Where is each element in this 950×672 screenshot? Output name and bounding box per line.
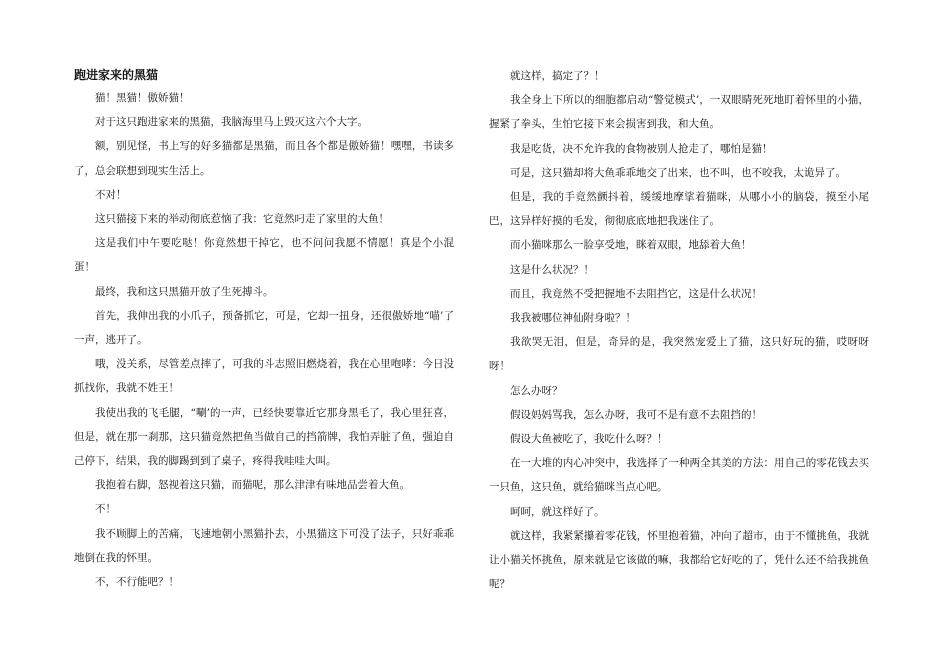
paragraph: 可是，这只猫却将大鱼乖乖地交了出来，也不叫，也不咬我，太诡异了。 <box>510 166 846 179</box>
paragraph: 而且，我竟然不受把握地不去阻挡它，这是什么状况！ <box>510 287 762 300</box>
paragraph: 猫！黑猫！傲娇猫！ <box>95 92 190 104</box>
paragraph: 而小猫咪那么一脸享受地，眯着双眼，地舔着大鱼！ <box>510 239 752 252</box>
paragraph: 这只猫接下来的举动彻底惹恼了我：它竟然叼走了家里的大鱼！ <box>95 213 389 226</box>
paragraph: 但是，我的手竟然颤抖着，缓缓地摩挲着猫咪，从哪小小的脑袋，摸至小尾巴，这异样好摸的毛发，彻彻底底地把我迷住了。 <box>489 191 869 228</box>
paragraph: 我是吃货，决不允许我的食物被别人抢走了，哪怕是猫！ <box>510 142 773 155</box>
paragraph: 我不顾脚上的苦痛，飞速地朝小黑猫扑去，小黑猫这下可没了法子，只好乖乖地倒在我的怀里。 <box>74 527 454 564</box>
paragraph: 就这样，搞定了？！ <box>510 70 605 82</box>
paragraph: 我使出我的飞毛腿，“唰’的一声，已经快要靠近它那身黑毛了，我心里狂喜，但是，就在那一刹那，这只猫竟然把鱼当做自己的挡箭牌，我怕弄脏了鱼，强迫自己停下，结果，我的脚踢到到了桌子，疼得我哇哇大叫。 <box>74 406 454 468</box>
paragraph: 假设大鱼被吃了，我吃什么呀？！ <box>510 433 668 446</box>
paragraph: 这是我们中午要吃哒！你竟然想干掉它，也不问问我愿不情愿！真是个小混蛋！ <box>74 237 454 274</box>
right-column <box>489 64 869 596</box>
paragraph: 在一大堆的内心冲突中，我选择了一种两全其美的方法：用自己的零花钱去买一只鱼，这只鱼，就给猫咪当点心吧。 <box>489 457 869 494</box>
paragraph: 我我被哪位神仙附身啦？！ <box>510 312 636 325</box>
paragraph: 不！ <box>95 503 116 516</box>
paragraph: 我抱着右脚，怒视着这只猫，而猫呢，那么津津有味地品尝着大鱼。 <box>95 479 410 492</box>
paragraph: 这是什么状况？！ <box>510 263 594 276</box>
paragraph: 假设妈妈骂我，怎么办呀，我可不是有意不去阻挡的！ <box>510 408 762 421</box>
paragraph: 额，别见怪，书上写的好多猫都是黑猫，而且各个都是傲娇猫！嘿嘿，书读多了，总会联想到现实生活上。 <box>74 140 454 177</box>
paragraph: 就这样，我紧紧攥着零花钱，怀里抱着猫，冲向了超市，由于不懂挑鱼，我就让小猫关怀挑鱼，原来就是它该做的嘛，我都给它好吃的了，凭什么还不给我挑鱼呢？ <box>489 529 869 591</box>
left-column <box>74 64 454 594</box>
paragraph: 不，不行能吧？！ <box>95 576 179 589</box>
page-title: 跑进家来的黑猫 <box>74 68 159 82</box>
paragraph: 对于这只跑进家来的黑猫，我脑海里马上毁灭这六个大字。 <box>95 116 368 129</box>
paragraph: 不对！ <box>95 188 127 201</box>
paragraph: 呵呵，就这样好了。 <box>510 505 605 518</box>
paragraph: 最终，我和这只黑猫开放了生死搏斗。 <box>95 285 274 298</box>
paragraph: 我全身上下所以的细胞都启动“警觉模式’，一双眼睛死死地盯着怀里的小猫，握紧了拳头，生怕它接下来会损害到我，和大鱼。 <box>489 94 869 131</box>
paragraph: 哦，没关系，尽管差点摔了，可我的斗志照旧燃烧着，我在心里咆哮：今日没抓找你，我就不姓王！ <box>74 358 454 395</box>
paragraph: 怎么办呀？ <box>510 384 563 397</box>
paragraph: 我欲哭无泪，但是，奇异的是，我突然宠爱上了猫，这只好玩的猫，哎呀呀呀！ <box>489 336 869 373</box>
paragraph: 首先，我伸出我的小爪子，预备抓它，可是，它却一扭身，还很傲娇地“喵’了一声，逃开了。 <box>74 309 454 347</box>
